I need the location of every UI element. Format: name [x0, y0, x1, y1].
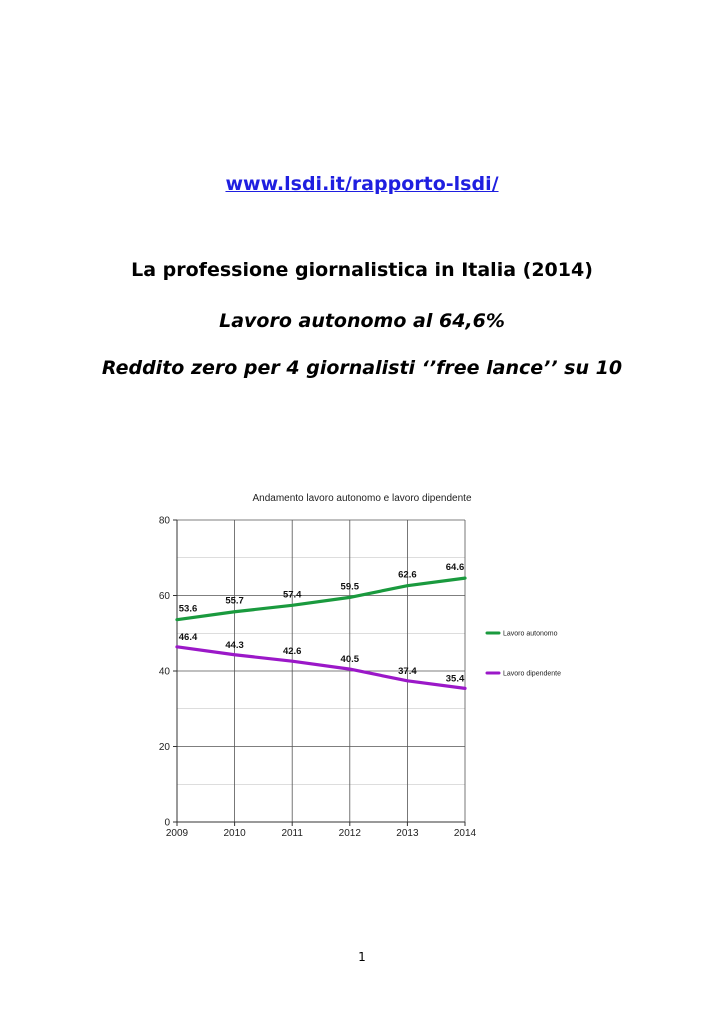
chart-title: Andamento lavoro autonomo e lavoro dipendente — [252, 493, 472, 504]
y-tick-label: 20 — [158, 742, 170, 753]
data-label: 55.7 — [225, 595, 244, 607]
legend-label: Lavoro autonomo — [503, 630, 558, 638]
x-tick-label: 2009 — [165, 828, 189, 839]
legend-label: Lavoro dipendente — [503, 670, 561, 678]
document-subtitle-autonomo: Lavoro autonomo al 64,6% — [219, 310, 505, 332]
data-label: 35.4 — [445, 673, 465, 685]
data-label: 57.4 — [282, 589, 302, 601]
y-tick-label: 40 — [158, 666, 170, 678]
data-label: 46.4 — [178, 631, 198, 643]
series-line — [177, 647, 465, 689]
series-line — [177, 578, 465, 620]
data-label: 44.3 — [225, 639, 244, 651]
x-tick-label: 2011 — [281, 828, 303, 839]
document-subtitle-reddito: Reddito zero per 4 giornalisti ‘’free lance’’ su 10 — [101, 357, 623, 379]
x-tick-label: 2012 — [338, 828, 361, 839]
data-label: 59.5 — [340, 581, 360, 593]
data-label: 37.4 — [398, 665, 417, 677]
data-label: 40.5 — [340, 654, 360, 666]
page-number: 1 — [358, 950, 366, 964]
data-label: 62.6 — [398, 569, 417, 581]
data-label: 64.6 — [445, 562, 465, 574]
data-label: 42.6 — [282, 646, 302, 658]
y-tick-label: 0 — [164, 817, 170, 829]
x-tick-label: 2013 — [396, 828, 419, 839]
data-label: 53.6 — [178, 603, 198, 615]
document-title: La professione giornalistica in Italia (2014) — [131, 259, 593, 281]
y-tick-label: 60 — [158, 591, 170, 602]
x-tick-label: 2014 — [453, 828, 477, 839]
x-tick-label: 2010 — [223, 828, 246, 839]
report-link[interactable]: www.lsdi.it/rapporto-lsdi/ — [225, 173, 499, 195]
y-tick-label: 80 — [158, 515, 170, 527]
